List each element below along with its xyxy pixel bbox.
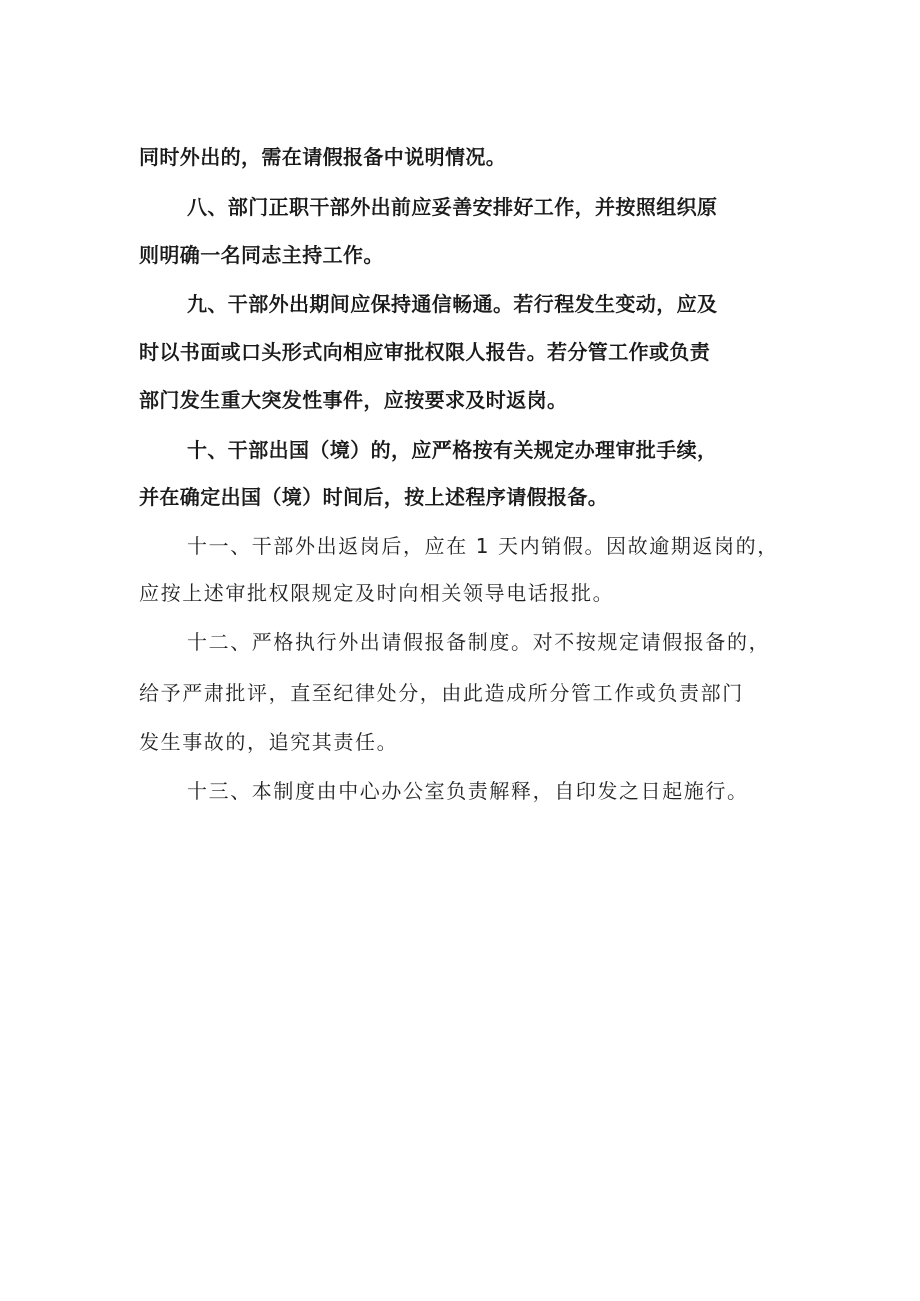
paragraph-item-13-line-1: 十三、本制度由中心办公室负责解释，自印发之日起施行。 xyxy=(187,779,749,803)
paragraph-item-9-line-3: 部门发生重大突发性事件，应按要求及时返岗。 xyxy=(139,388,568,412)
paragraph-item-12-line-2: 给予严肃批评，直至纪律处分，由此造成所分管工作或负责部门 xyxy=(139,681,744,705)
paragraph-item-8-line-2: 则明确一名同志主持工作。 xyxy=(139,243,384,267)
paragraph-item-10-line-1: 十、干部出国（境）的，应严格按有关规定办理审批手续， xyxy=(187,438,718,462)
paragraph-item-11-line-2: 应按上述审批权限规定及时向相关领导电话报批。 xyxy=(139,581,615,605)
paragraph-item-9-line-2: 时以书面或口头形式向相应审批权限人报告。若分管工作或负责 xyxy=(139,340,711,364)
paragraph-item-11-line-1: 十一、干部外出返岗后，应在 1 天内销假。因故逾期返岗的， xyxy=(187,534,779,558)
paragraph-continuation-line-1: 同时外出的，需在请假报备中说明情况。 xyxy=(139,145,507,169)
paragraph-item-8-line-1: 八、部门正职干部外出前应妥善安排好工作，并按照组织原 xyxy=(187,195,718,219)
paragraph-item-12-line-1: 十二、严格执行外出请假报备制度。对不按规定请假报备的， xyxy=(187,630,771,654)
paragraph-item-10-line-2: 并在确定出国（境）时间后，按上述程序请假报备。 xyxy=(139,485,609,509)
paragraph-item-12-line-3: 发生事故的，追究其责任。 xyxy=(139,730,399,754)
paragraph-item-9-line-1: 九、干部外出期间应保持通信畅通。若行程发生变动，应及 xyxy=(187,292,718,316)
